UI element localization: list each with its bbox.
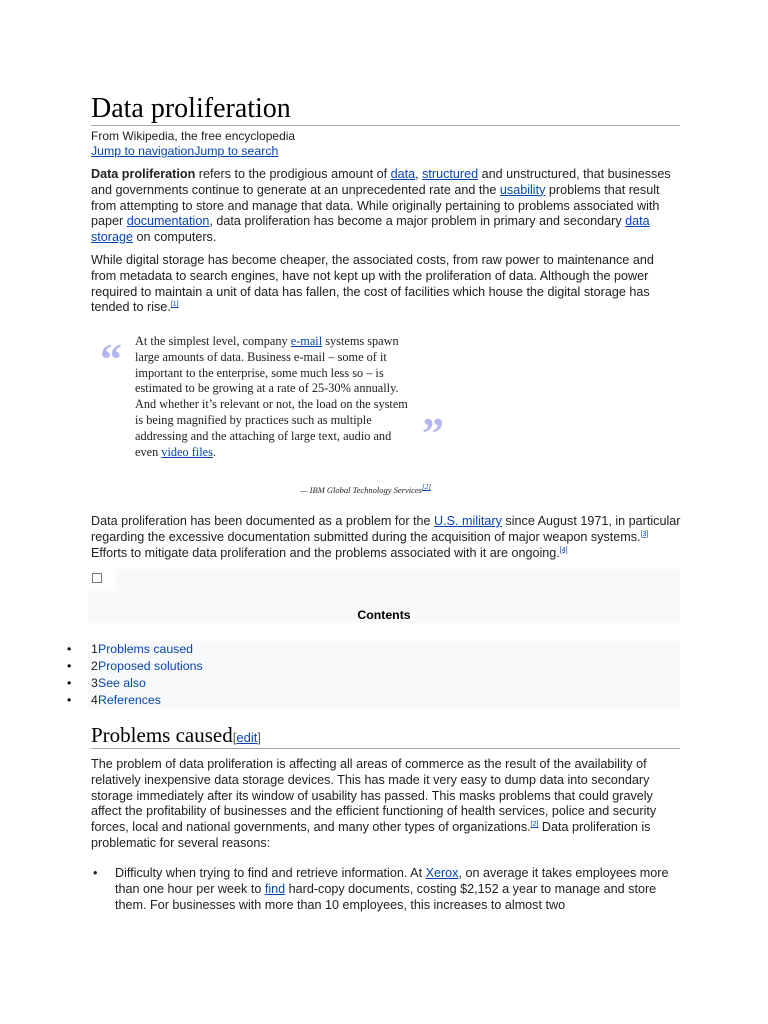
edit-section-link[interactable]: edit xyxy=(236,730,258,745)
quote-text: systems spawn large amounts of data. Business e-mail – some of it important to the enterprise, some much less so – is estimated to be growing at a rate of 25-30% annually. And whether it’s relevant or not, the load on the system is being magnified by practices such as multiple addressing and the attaching of large text, audio and even xyxy=(135,334,408,459)
intro-text: problems that result from attempting to store and manage that data. While originally pertaining to problems associated with paper xyxy=(91,182,660,229)
intro-text: refers to the prodigious amount of xyxy=(195,167,391,181)
toc-link[interactable]: Proposed solutions xyxy=(98,659,203,673)
toc-item-see-also[interactable] xyxy=(0,675,768,692)
citation-4-link[interactable]: [4] xyxy=(559,546,568,554)
bullet-icon: • xyxy=(67,642,72,656)
toc-link[interactable]: References xyxy=(98,693,161,707)
toc-number: 1 xyxy=(91,642,98,656)
bullet-icon: • xyxy=(67,659,72,673)
intro-text: and unstructured, that businesses and governments continue to generate at an unprecedented rate and the xyxy=(91,167,671,197)
section-edit xyxy=(233,730,261,745)
attribution-text: — IBM Global Technology Services xyxy=(300,485,422,495)
link-documentation[interactable]: documentation xyxy=(126,214,210,229)
quote-attribution xyxy=(300,485,431,495)
bullet-icon: • xyxy=(67,693,72,707)
cost-paragraph xyxy=(91,253,681,316)
close-quote-icon: ” xyxy=(422,409,444,458)
list-item xyxy=(91,866,671,913)
bracket: [ xyxy=(232,730,237,745)
quote-text: At the simplest level, company xyxy=(135,334,291,348)
military-text: since August 1971, in particular regarding the excessive documentation submitted during the acquisition of major weapon systems. xyxy=(91,514,681,544)
cost-text: While digital storage has become cheaper, the associated costs, from raw power to maintenance and from metadata to search engines, have not kept up with the proliferation of data. Although the power required to maintain a unit of data has fallen, the cost of facilities which house the digital storage has tended to rise. xyxy=(91,253,654,315)
intro-text: , data proliferation has become a major problem in primary and secondary xyxy=(209,214,626,229)
page-title: Data proliferation xyxy=(91,93,291,124)
citation-2-link[interactable]: [2] xyxy=(421,483,431,492)
link-find[interactable]: find xyxy=(264,881,286,896)
bullet-icon: • xyxy=(93,866,98,880)
problems-paragraph xyxy=(91,757,681,852)
toc-item-problems-caused[interactable] xyxy=(0,641,768,658)
intro-text: , xyxy=(415,167,423,181)
toc-number: 3 xyxy=(91,676,98,690)
problems-text: The problem of data proliferation is affecting all areas of commerce as the result of the availability of relatively inexpensive data storage devices. This has made it very easy to dump data into secondary storage immediately after its window of usability has passed. This masks problems that could gravely affect the profitability of businesses and the efficient functioning of health services, police and security forces, local and national governments, and many other types of organizations. xyxy=(91,757,657,835)
link-xerox[interactable]: Xerox xyxy=(425,866,459,880)
military-text: Efforts to mitigate data proliferation and the problems associated with it are ongoing. xyxy=(91,545,560,560)
toc-link[interactable]: Problems caused xyxy=(98,642,194,656)
toc-link[interactable]: See also xyxy=(98,676,146,690)
toc-title: Contents xyxy=(357,608,411,622)
title-divider xyxy=(91,125,680,126)
military-text: Data proliferation has been documented as a problem for the xyxy=(91,514,435,528)
toc-number: 2 xyxy=(91,659,98,673)
intro-paragraph xyxy=(91,167,681,246)
toc-number: 4 xyxy=(91,693,98,707)
list-item-text: Difficulty when trying to find and retrieve information. At xyxy=(115,866,426,880)
problems-list xyxy=(91,866,671,913)
list-item-text: hard-copy documents, costing $2,152 a year to manage and store them. For businesses with more than 10 employees, this increases to almost two xyxy=(115,881,657,912)
jump-to-search-link[interactable]: Jump to search xyxy=(194,144,279,158)
blockquote xyxy=(135,334,410,460)
citation-3-link[interactable]: [3] xyxy=(640,530,649,538)
quote-text: . xyxy=(212,444,216,459)
link-email[interactable]: e-mail xyxy=(290,334,323,348)
open-quote-icon: “ xyxy=(100,335,122,384)
link-data-storage[interactable]: data storage xyxy=(91,214,650,245)
jump-to-navigation-link[interactable]: Jump to navigation xyxy=(91,144,195,158)
link-data[interactable]: data xyxy=(390,167,416,181)
link-usability[interactable]: usability xyxy=(499,182,546,197)
toc-item-proposed-solutions[interactable] xyxy=(0,658,768,675)
jump-links xyxy=(91,144,278,159)
bracket: ] xyxy=(257,730,261,745)
bullet-icon: • xyxy=(67,676,72,690)
section-heading-text: Problems caused xyxy=(91,723,233,747)
toc-item-references[interactable] xyxy=(0,692,768,709)
link-us-military[interactable]: U.S. military xyxy=(434,514,502,528)
toc-toggle-checkbox[interactable] xyxy=(92,573,102,583)
list-item-text: , on average it takes employees more than one hour per week to xyxy=(115,866,669,896)
intro-bold-term: Data proliferation xyxy=(91,167,196,181)
link-video-files[interactable]: video files xyxy=(161,444,213,459)
intro-text: on computers. xyxy=(133,230,217,245)
military-paragraph xyxy=(91,514,681,561)
section-divider xyxy=(91,748,680,749)
link-structured[interactable]: structured xyxy=(422,167,479,181)
citation-1-link[interactable]: [1] xyxy=(170,301,179,309)
problems-text: Data proliferation is problematic for several reasons: xyxy=(91,820,651,850)
section-heading-problems-caused xyxy=(91,722,261,751)
citation-link[interactable]: [2] xyxy=(530,821,539,828)
tagline: From Wikipedia, the free encyclopedia xyxy=(91,129,296,143)
